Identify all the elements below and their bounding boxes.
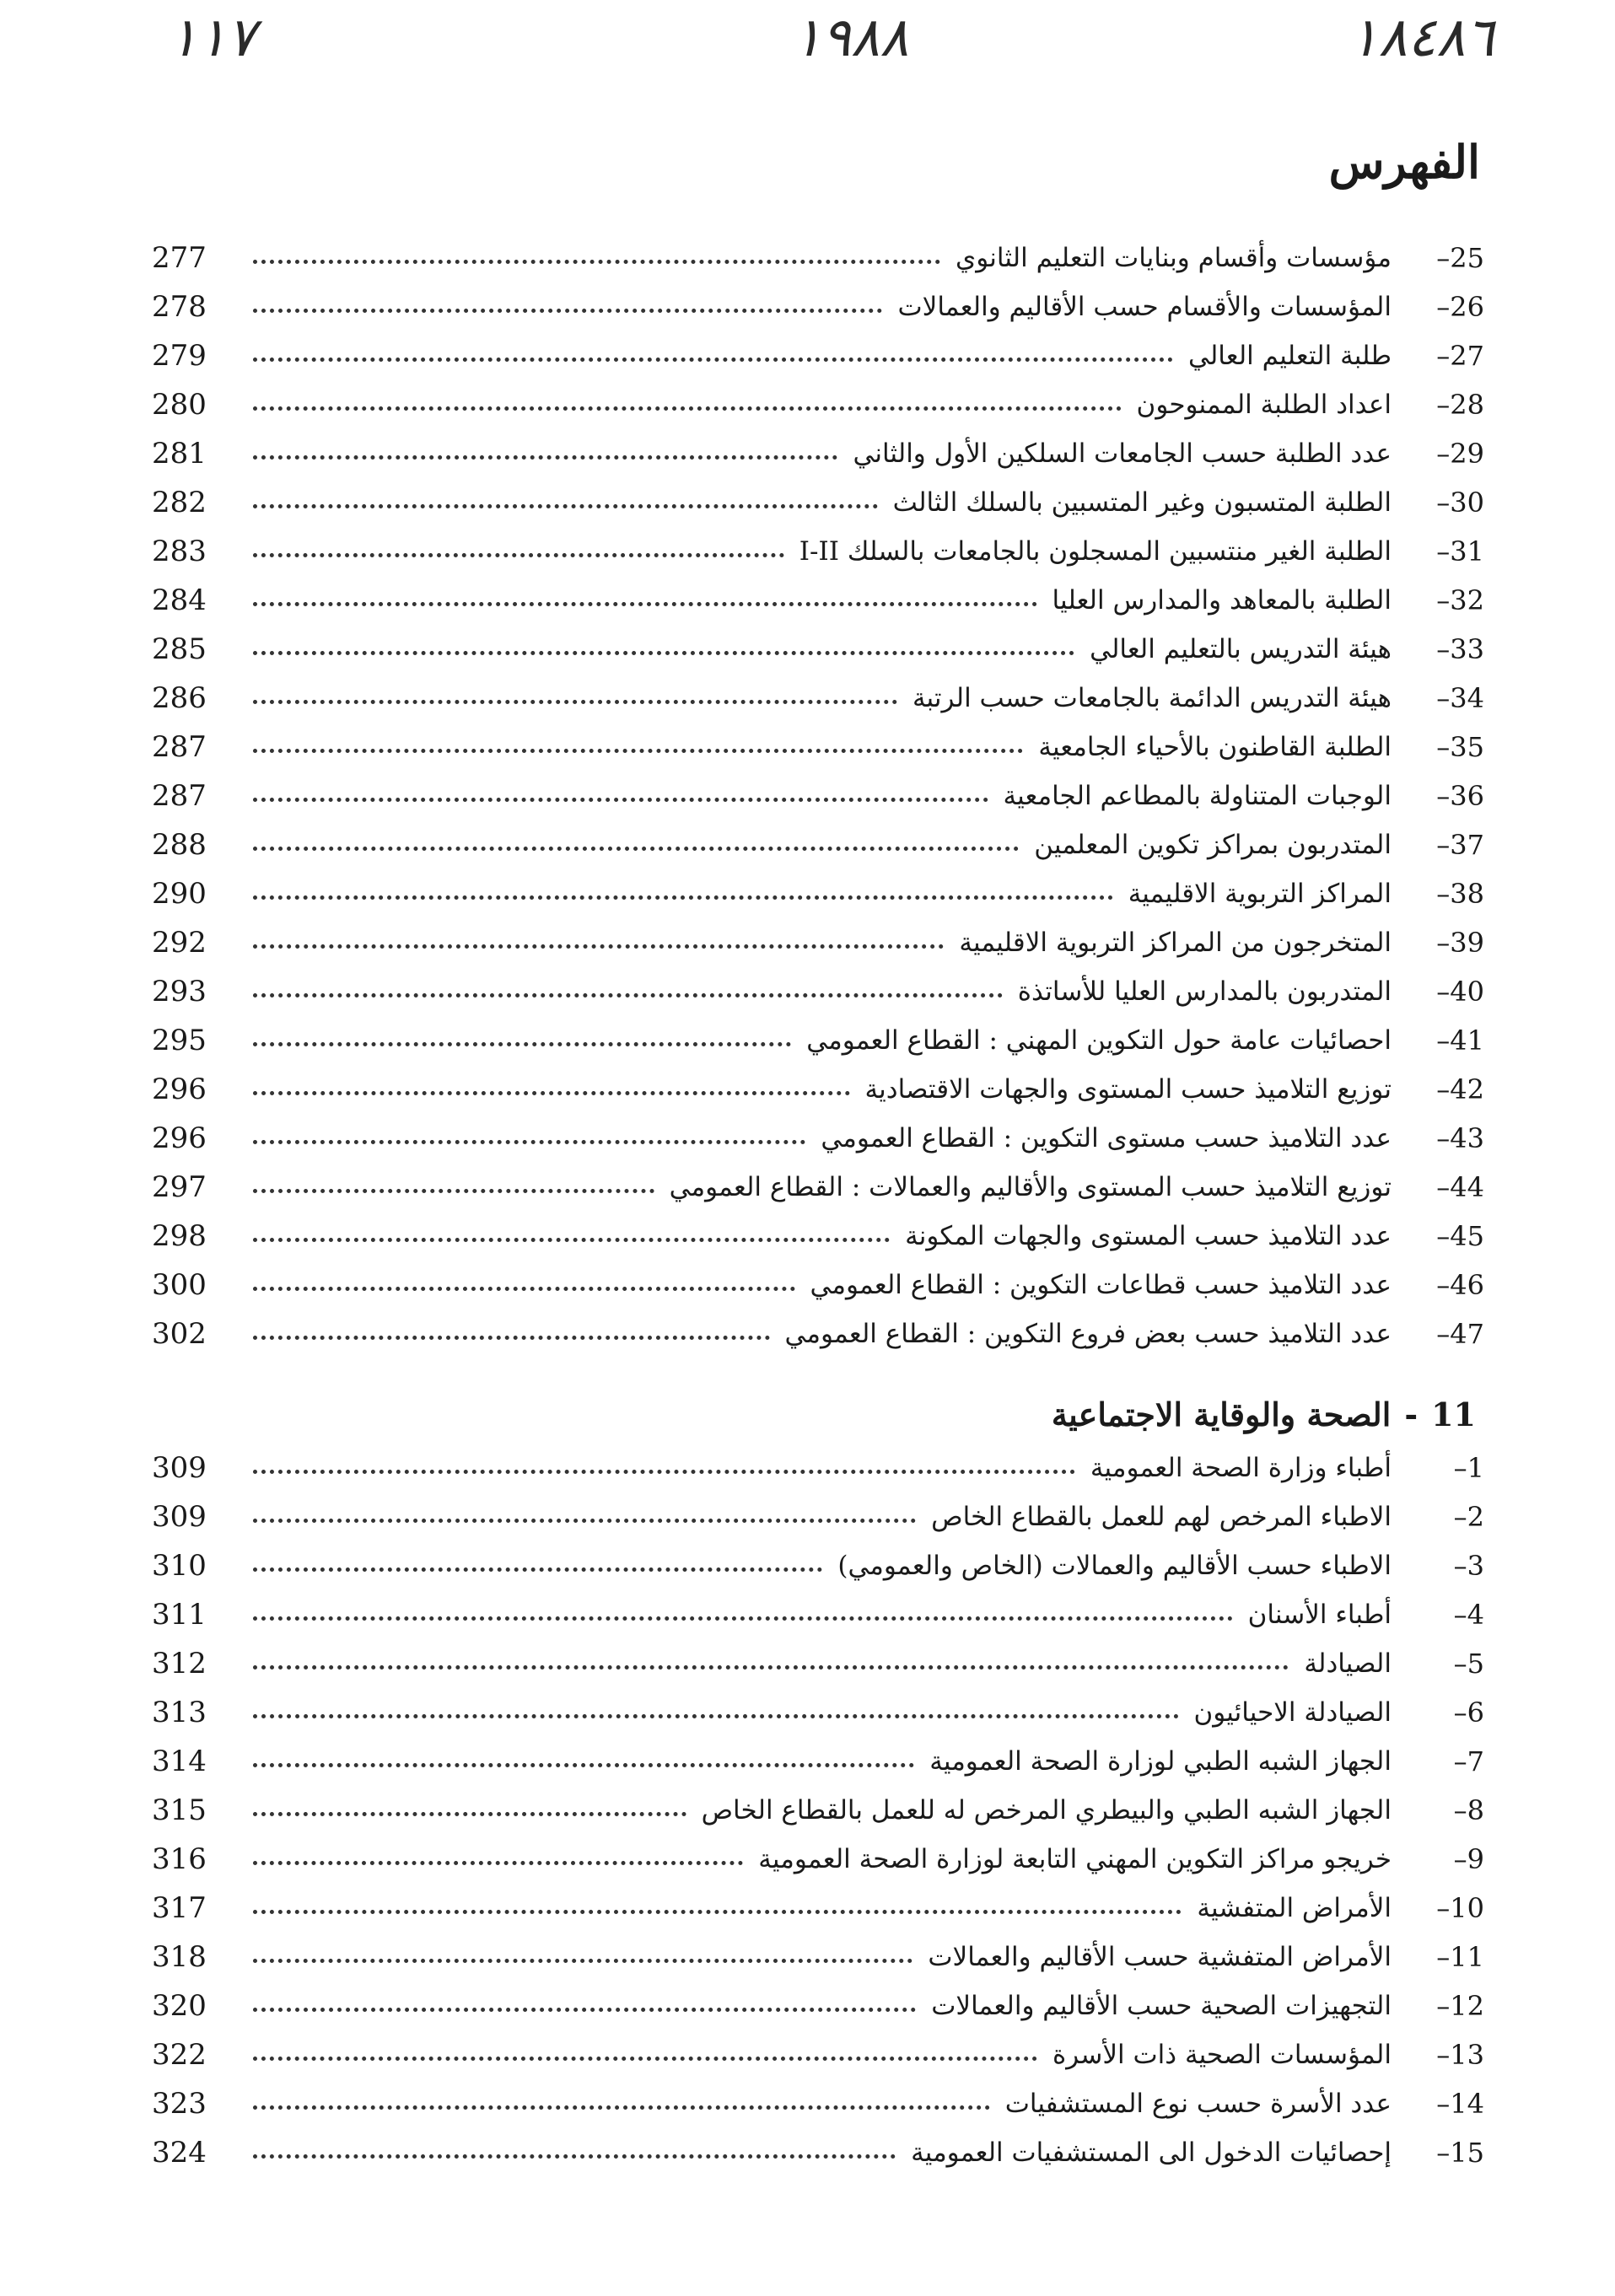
- toc-entry-number: 2: [1467, 1501, 1484, 1533]
- toc-entry-number-wrap: [1392, 586, 1484, 615]
- toc-entry: [152, 321, 1484, 373]
- toc-entry: [152, 1580, 1484, 1632]
- toc-entry-number-wrap: [1392, 1649, 1484, 1678]
- toc-entry-number-wrap: [1392, 1943, 1484, 1971]
- toc-entry-number-wrap: [1392, 1747, 1484, 1776]
- toc-entry: [152, 370, 1484, 422]
- toc-entry-title: عدد التلاميذ حسب بعض فروع التكوين : القطاع العمومي: [784, 1319, 1392, 1349]
- toc-entry-number: 35: [1450, 731, 1484, 763]
- toc-entry-dash: –: [1453, 1599, 1467, 1631]
- toc-entry-number: 44: [1450, 1171, 1484, 1203]
- toc-entry-number: 4: [1467, 1599, 1484, 1631]
- toc-entry: [152, 1629, 1484, 1678]
- dot-leader: [253, 260, 940, 264]
- toc-entry-page: 315: [152, 1793, 207, 1827]
- toc-entry-number-wrap: [1392, 635, 1484, 664]
- toc-entry: [152, 664, 1484, 715]
- dot-leader: [253, 1910, 1182, 1914]
- toc-entry-number-wrap: [1392, 928, 1484, 957]
- toc-entry: [152, 712, 1484, 764]
- toc-entry-number: 39: [1450, 927, 1484, 959]
- toc-entry-title: الصيادلة: [1304, 1648, 1392, 1679]
- toc-list-section-10: [152, 223, 1484, 1351]
- toc-entry-dash: –: [1436, 1220, 1451, 1252]
- toc-entry-page: 278: [152, 290, 207, 324]
- toc-entry: [152, 1874, 1484, 1925]
- toc-entry-number: 3: [1467, 1550, 1484, 1582]
- toc-entry-page: 286: [152, 681, 207, 715]
- dot-leader: [253, 602, 1037, 606]
- toc-entry-dash: –: [1436, 291, 1451, 323]
- toc-entry-title: الطلبة بالمعاهد والمدارس العليا: [1052, 585, 1392, 616]
- dot-leader: [253, 651, 1074, 655]
- toc-entry-number-wrap: [1392, 831, 1484, 859]
- dot-leader: [253, 1287, 795, 1291]
- dot-leader: [253, 895, 1113, 900]
- toc-entry-page: 293: [152, 975, 207, 1008]
- dot-leader: [253, 798, 988, 802]
- toc-entry-title: المؤسسات الصحية ذات الأسرة: [1052, 2040, 1392, 2070]
- toc-entry-title: الطلبة القاطنون بالأحياء الجامعية: [1038, 732, 1392, 762]
- toc-entry-number-wrap: [1392, 1845, 1484, 1874]
- dot-leader: [253, 700, 897, 704]
- toc-entry-page: 279: [152, 339, 207, 373]
- toc-entry: [152, 761, 1484, 813]
- toc-entry: [152, 1055, 1484, 1104]
- toc-entry-page: 318: [152, 1940, 207, 1974]
- toc-entry-page: 284: [152, 583, 207, 617]
- toc-entry-number-wrap: [1392, 439, 1484, 468]
- toc-entry-dash: –: [1436, 438, 1451, 470]
- toc-entry-title: إحصائيات الدخول الى المستشفيات العمومية: [911, 2137, 1392, 2168]
- section-title: الصحة والوقاية الاجتماعية: [1051, 1395, 1392, 1433]
- toc-entry-page: 317: [152, 1891, 207, 1925]
- toc-entry: [152, 859, 1484, 911]
- toc-entry-number: 32: [1450, 584, 1484, 616]
- toc-entry-page: 298: [152, 1219, 207, 1253]
- dot-leader: [253, 553, 784, 557]
- toc-entry-title: أطباء الأسنان: [1247, 1600, 1392, 1630]
- toc-entry: [152, 1825, 1484, 1874]
- handwritten-annotation-left: ١١٧: [169, 7, 256, 69]
- toc-entry-number: 26: [1450, 291, 1484, 323]
- toc-entry-number-wrap: [1392, 2138, 1484, 2167]
- toc-entry-page: 320: [152, 1989, 207, 2023]
- toc-entry-number: 5: [1467, 1648, 1484, 1680]
- toc-entry-title: هيئة التدريس الدائمة بالجامعات حسب الرتبة: [912, 683, 1392, 713]
- toc-entry: [152, 1776, 1484, 1825]
- toc-entry-number: 31: [1450, 535, 1484, 567]
- toc-entry-number-wrap: [1392, 2041, 1484, 2069]
- toc-entry-page: 314: [152, 1745, 207, 1778]
- dot-leader: [253, 1763, 914, 1767]
- toc-entry-dash: –: [1453, 1550, 1467, 1582]
- toc-entry-title: عدد الأسرة حسب نوع المستشفيات: [1004, 2089, 1392, 2119]
- dot-leader: [253, 993, 1003, 997]
- toc-entry: [152, 566, 1484, 615]
- toc-entry: [152, 223, 1484, 275]
- toc-entry-number-wrap: [1392, 1992, 1484, 2020]
- toc-entry: [152, 957, 1484, 1006]
- toc-entry-page: 313: [152, 1696, 207, 1729]
- toc-entry-dash: –: [1436, 682, 1451, 714]
- handwritten-annotation-center: ١٩٨٨: [793, 7, 909, 69]
- toc-entry-number-wrap: [1392, 1454, 1484, 1482]
- toc-entry-title: عدد التلاميذ حسب المستوى والجهات المكونة: [905, 1221, 1392, 1251]
- toc-entry-number-wrap: [1392, 684, 1484, 712]
- toc-entry-title: الجهاز الشبه الطبي والبيطري المرخص له للعمل بالقطاع الخاص: [701, 1795, 1392, 1826]
- toc-entry-number-wrap: [1392, 390, 1484, 419]
- dot-leader: [253, 1042, 791, 1046]
- toc-entry: [152, 615, 1484, 664]
- dot-leader: [253, 1336, 770, 1340]
- toc-entry-dash: –: [1436, 1024, 1451, 1057]
- dot-leader: [253, 1616, 1233, 1621]
- toc-entry: [152, 2069, 1484, 2121]
- toc-entry-title: الصيادلة الاحيائيون: [1193, 1697, 1392, 1728]
- toc-entry-dash: –: [1436, 1318, 1451, 1350]
- toc-entry-number-wrap: [1392, 488, 1484, 517]
- toc-entry-page: 295: [152, 1024, 207, 1057]
- toc-entry-title: خريجو مراكز التكوين المهني التابعة لوزارة الصحة العمومية: [758, 1844, 1392, 1874]
- toc-entry-dash: –: [1436, 976, 1451, 1008]
- toc-entry-page: 281: [152, 437, 207, 470]
- toc-entry-title: هيئة التدريس بالتعليم العالي: [1090, 634, 1392, 664]
- dot-leader: [253, 1714, 1179, 1718]
- toc-entry-number-wrap: [1392, 1222, 1484, 1250]
- dot-leader: [253, 2154, 896, 2159]
- toc-entry: [152, 419, 1484, 468]
- toc-entry-number-wrap: [1392, 1320, 1484, 1348]
- toc-entry-number: 6: [1467, 1696, 1484, 1729]
- toc-entry-dash: –: [1436, 731, 1451, 763]
- dot-leader: [253, 406, 1122, 411]
- toc-entry-number: 14: [1450, 2088, 1484, 2120]
- toc-entry-page: 316: [152, 1842, 207, 1876]
- toc-entry-number-wrap: [1392, 1075, 1484, 1104]
- toc-entry-page: 296: [152, 1073, 207, 1106]
- toc-entry-number-wrap: [1392, 1173, 1484, 1202]
- toc-entry-title: الأمراض المتفشية: [1197, 1893, 1392, 1923]
- dot-leader: [253, 309, 882, 313]
- toc-entry-dash: –: [1436, 584, 1451, 616]
- toc-entry-dash: –: [1436, 633, 1451, 665]
- toc-entry-page: 297: [152, 1170, 207, 1204]
- toc-entry-number-wrap: [1392, 1698, 1484, 1727]
- toc-entry-title: احصائيات عامة حول التكوين المهني : القطاع العمومي: [806, 1025, 1392, 1056]
- toc-entry-title: عدد التلاميذ حسب مستوى التكوين : القطاع العمومي: [821, 1123, 1392, 1153]
- section-11-heading: [1052, 1395, 1476, 1433]
- dot-leader: [253, 1189, 654, 1193]
- dot-leader: [253, 944, 944, 949]
- toc-entry-dash: –: [1436, 1269, 1451, 1301]
- toc-entry-dash: –: [1436, 1171, 1451, 1203]
- toc-entry-title: الأمراض المتفشية حسب الأقاليم والعمالات: [928, 1942, 1392, 1972]
- toc-entry-number: 7: [1467, 1745, 1484, 1777]
- dot-leader: [253, 1861, 743, 1865]
- toc-entry-dash: –: [1436, 242, 1451, 274]
- toc-entry-title: التجهيزات الصحية حسب الأقاليم والعمالات: [931, 1991, 1392, 2021]
- toc-entry-number-wrap: [1392, 2089, 1484, 2118]
- toc-entry-dash: –: [1436, 878, 1451, 910]
- toc-entry-number: 10: [1450, 1892, 1484, 1924]
- toc-entry-title: المؤسسات والأقسام حسب الأقاليم والعمالات: [897, 292, 1392, 322]
- toc-entry-title: طلبة التعليم العالي: [1188, 341, 1392, 371]
- toc-entry-title: أطباء وزارة الصحة العمومية: [1090, 1453, 1392, 1483]
- page-title: الفهرس: [1328, 135, 1480, 189]
- toc-entry-number: 40: [1450, 976, 1484, 1008]
- dot-leader: [253, 1091, 850, 1095]
- toc-entry-title: توزيع التلاميذ حسب المستوى والأقاليم والعمالات : القطاع العمومي: [669, 1172, 1392, 1202]
- toc-entry-title: المتدربون بالمدارس العليا للأساتذة: [1017, 976, 1392, 1007]
- toc-entry-dash: –: [1436, 780, 1451, 812]
- toc-entry-dash: –: [1453, 1745, 1467, 1777]
- toc-entry-title: الطلبة الغير منتسبين المسجلون بالجامعات بالسلك I-II: [799, 536, 1392, 567]
- toc-entry: [152, 908, 1484, 960]
- toc-entry-number: 41: [1450, 1024, 1484, 1057]
- toc-entry-title: مؤسسات وأقسام وبنايات التعليم الثانوي: [955, 243, 1392, 273]
- toc-entry-page: 280: [152, 388, 207, 422]
- toc-entry-page: 296: [152, 1121, 207, 1155]
- section-dash: -: [1404, 1395, 1419, 1433]
- toc-entry-number: 13: [1450, 2039, 1484, 2071]
- toc-entry-number-wrap: [1392, 1503, 1484, 1531]
- toc-entry-number-wrap: [1392, 1796, 1484, 1825]
- toc-entry-dash: –: [1436, 1892, 1451, 1924]
- toc-entry-number: 30: [1450, 487, 1484, 519]
- dot-leader: [253, 1238, 890, 1242]
- toc-entry: [152, 1922, 1484, 1974]
- toc-entry-number: 8: [1467, 1794, 1484, 1826]
- toc-entry-dash: –: [1436, 340, 1451, 372]
- dot-leader: [253, 1519, 916, 1523]
- toc-entry-dash: –: [1436, 535, 1451, 567]
- toc-entry-number-wrap: [1392, 244, 1484, 272]
- toc-entry-number: 27: [1450, 340, 1484, 372]
- toc-entry-number-wrap: [1392, 341, 1484, 370]
- toc-entry: [152, 1433, 1484, 1485]
- dot-leader: [253, 1470, 1075, 1474]
- toc-entry: [152, 1678, 1484, 1727]
- toc-entry-number: 15: [1450, 2137, 1484, 2169]
- section-number: 11: [1431, 1395, 1476, 1433]
- toc-entry-number-wrap: [1392, 1124, 1484, 1153]
- toc-entry-number: 11: [1450, 1941, 1484, 1973]
- toc-entry-title: الاطباء حسب الأقاليم والعمالات (الخاص والعمومي): [837, 1551, 1392, 1581]
- toc-entry-page: 311: [152, 1598, 207, 1632]
- dot-leader: [253, 1665, 1289, 1670]
- toc-list-section-11: [152, 1433, 1484, 2170]
- toc-entry-page: 322: [152, 2038, 207, 2072]
- toc-entry-dash: –: [1436, 389, 1451, 421]
- toc-entry-dash: –: [1453, 1794, 1467, 1826]
- toc-entry-number-wrap: [1392, 1271, 1484, 1299]
- toc-entry-page: 302: [152, 1317, 207, 1351]
- toc-entry: [152, 1482, 1484, 1534]
- toc-entry-number: 12: [1450, 1990, 1484, 2022]
- toc-entry: [152, 810, 1484, 862]
- toc-entry-title: عدد الطلبة حسب الجامعات السلكين الأول والثاني: [853, 438, 1392, 469]
- handwritten-annotation-right: ١٨٤٨٦: [1349, 7, 1494, 69]
- dot-leader: [253, 455, 837, 460]
- toc-entry: [152, 1153, 1484, 1202]
- toc-entry-page: 287: [152, 730, 207, 764]
- toc-entry-page: 292: [152, 926, 207, 960]
- toc-entry-page: 309: [152, 1500, 207, 1534]
- toc-entry-number: 46: [1450, 1269, 1484, 1301]
- toc-entry-page: 309: [152, 1451, 207, 1485]
- toc-entry-page: 282: [152, 486, 207, 519]
- toc-entry-number-wrap: [1392, 293, 1484, 321]
- toc-entry-title: اعداد الطلبة الممنوحون: [1136, 390, 1392, 420]
- toc-entry: [152, 1250, 1484, 1302]
- toc-entry: [152, 1971, 1484, 2023]
- toc-entry: [152, 2118, 1484, 2170]
- dot-leader: [253, 1567, 822, 1572]
- toc-entry: [152, 1299, 1484, 1351]
- toc-entry-number: 28: [1450, 389, 1484, 421]
- toc-entry-number-wrap: [1392, 977, 1484, 1006]
- toc-entry-page: 290: [152, 877, 207, 911]
- toc-entry-number-wrap: [1392, 537, 1484, 566]
- toc-entry-number: 36: [1450, 780, 1484, 812]
- toc-entry-number-wrap: [1392, 879, 1484, 908]
- toc-entry-dash: –: [1436, 1990, 1451, 2022]
- toc-entry-page: 287: [152, 779, 207, 813]
- toc-entry-page: 283: [152, 535, 207, 568]
- toc-entry-number: 38: [1450, 878, 1484, 910]
- dot-leader: [253, 1959, 912, 1963]
- toc-entry-number: 42: [1450, 1073, 1484, 1105]
- toc-entry-dash: –: [1436, 927, 1451, 959]
- toc-entry-dash: –: [1453, 1452, 1467, 1484]
- toc-entry-title: الطلبة المتسبون وغير المتسبين بالسلك الثالث: [892, 487, 1392, 518]
- toc-entry-number-wrap: [1392, 782, 1484, 810]
- toc-entry-dash: –: [1436, 1073, 1451, 1105]
- dot-leader: [253, 1812, 686, 1816]
- toc-entry-dash: –: [1453, 1843, 1467, 1875]
- toc-entry-number: 33: [1450, 633, 1484, 665]
- toc-entry-dash: –: [1436, 487, 1451, 519]
- toc-entry-title: المتخرجون من المراكز التربوية الاقليمية: [959, 928, 1392, 958]
- toc-entry-page: 323: [152, 2087, 207, 2121]
- toc-entry: [152, 1104, 1484, 1153]
- dot-leader: [253, 847, 1019, 851]
- toc-entry: [152, 272, 1484, 324]
- toc-entry: [152, 468, 1484, 517]
- toc-entry: [152, 1727, 1484, 1776]
- toc-entry-dash: –: [1436, 2039, 1451, 2071]
- toc-entry-number: 25: [1450, 242, 1484, 274]
- toc-entry-title: توزيع التلاميذ حسب المستوى والجهات الاقتصادية: [864, 1074, 1392, 1105]
- toc-entry-dash: –: [1453, 1501, 1467, 1533]
- toc-entry-dash: –: [1453, 1696, 1467, 1729]
- toc-entry-dash: –: [1436, 2088, 1451, 2120]
- toc-entry: [152, 2020, 1484, 2072]
- toc-entry-dash: –: [1436, 2137, 1451, 2169]
- toc-entry-number: 43: [1450, 1122, 1484, 1154]
- toc-entry-page: 288: [152, 828, 207, 862]
- dot-leader: [253, 2057, 1037, 2061]
- toc-entry: [152, 1531, 1484, 1583]
- toc-entry-number: 9: [1467, 1843, 1484, 1875]
- toc-entry-dash: –: [1436, 1941, 1451, 1973]
- dot-leader: [253, 749, 1023, 753]
- toc-entry: [152, 1202, 1484, 1253]
- toc-entry: [152, 1006, 1484, 1055]
- toc-entry-number: 37: [1450, 829, 1484, 861]
- dot-leader: [253, 358, 1173, 362]
- toc-entry-page: 300: [152, 1268, 207, 1302]
- toc-entry-page: 277: [152, 241, 207, 275]
- toc-entry-title: الوجبات المتناولة بالمطاعم الجامعية: [1003, 781, 1392, 811]
- toc-entry-page: 310: [152, 1549, 207, 1583]
- dot-leader: [253, 504, 878, 508]
- toc-entry-page: 324: [152, 2136, 207, 2170]
- toc-entry-title: الجهاز الشبه الطبي لوزارة الصحة العمومية: [929, 1746, 1392, 1777]
- toc-entry-dash: –: [1436, 1122, 1451, 1154]
- dot-leader: [253, 1140, 805, 1144]
- toc-entry-title: المتدربون بمراكز تكوين المعلمين: [1034, 830, 1392, 860]
- toc-entry-dash: –: [1436, 829, 1451, 861]
- toc-entry-page: 285: [152, 632, 207, 666]
- toc-entry-number: 47: [1450, 1318, 1484, 1350]
- toc-entry-page: 312: [152, 1647, 207, 1680]
- toc-entry-number-wrap: [1392, 733, 1484, 761]
- toc-entry-number: 29: [1450, 438, 1484, 470]
- toc-entry-title: المراكز التربوية الاقليمية: [1128, 879, 1392, 909]
- toc-entry-number-wrap: [1392, 1894, 1484, 1922]
- toc-entry-title: عدد التلاميذ حسب قطاعات التكوين : القطاع العمومي: [810, 1270, 1392, 1300]
- toc-entry-number-wrap: [1392, 1551, 1484, 1580]
- dot-leader: [253, 2105, 990, 2110]
- toc-entry-number: 34: [1450, 682, 1484, 714]
- toc-entry: [152, 517, 1484, 566]
- toc-entry-number-wrap: [1392, 1600, 1484, 1629]
- toc-entry-number: 45: [1450, 1220, 1484, 1252]
- toc-entry-dash: –: [1453, 1648, 1467, 1680]
- toc-entry-number-wrap: [1392, 1026, 1484, 1055]
- dot-leader: [253, 2008, 916, 2012]
- toc-entry-title: الاطباء المرخص لهم للعمل بالقطاع الخاص: [931, 1502, 1392, 1532]
- toc-entry-number: 1: [1467, 1452, 1484, 1484]
